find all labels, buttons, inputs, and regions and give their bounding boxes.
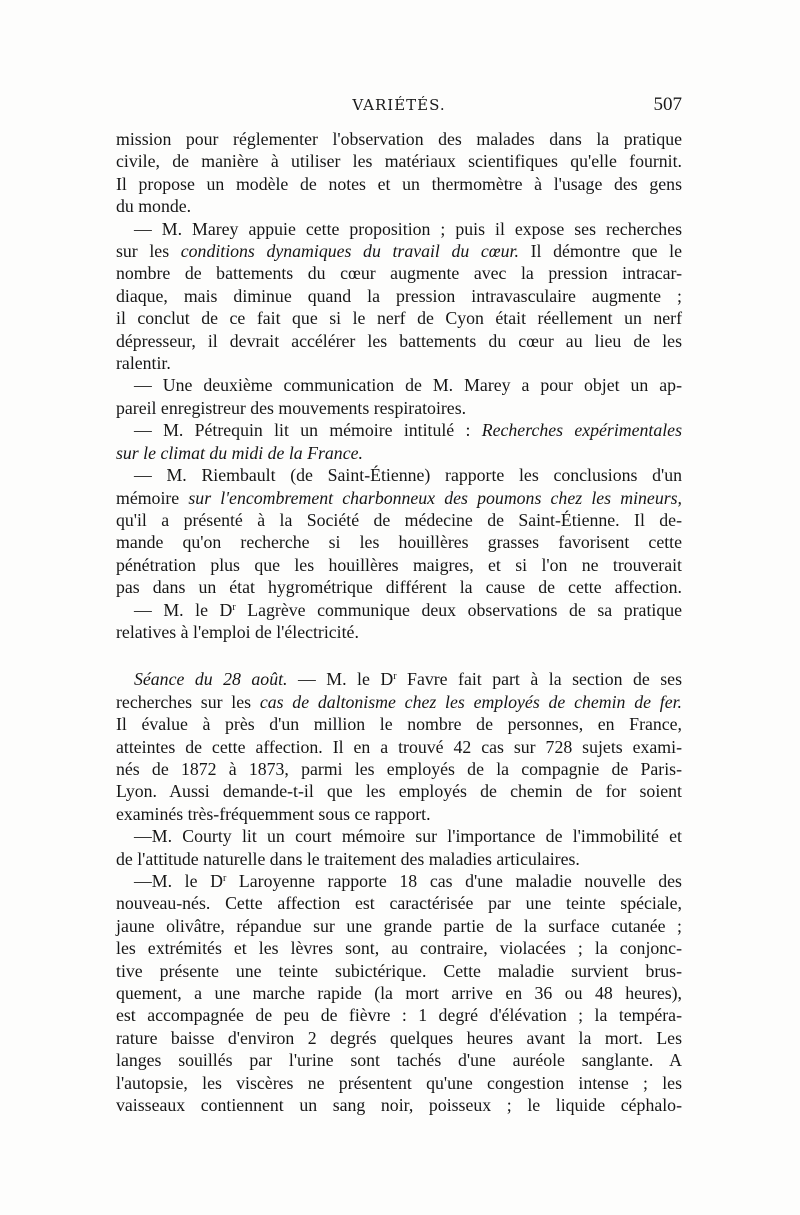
page-number: 507 [653, 94, 682, 115]
text-fragment: Lagrève communique deux observations de sa pratique [235, 599, 683, 620]
text-line: de l'attitude naturelle dans le traitement des maladies articulaires. [116, 848, 580, 869]
superscript: r [232, 601, 236, 613]
text-line: —M. Courty lit un court mémoire sur l'importance de l'immobilité et [134, 826, 682, 847]
text-line: langes souillés par l'urine sont tachés d'une auréole sanglante. A [116, 1050, 682, 1071]
paragraph [116, 870, 682, 1116]
text-line: nombre de battements du cœur augmente avec la pression intracar- [116, 263, 682, 284]
text-line [116, 691, 682, 713]
paragraph [116, 419, 682, 464]
paragraph [116, 825, 682, 870]
session-heading: Séance du 28 août. [134, 669, 288, 690]
text-fragment: Favre fait part à la section de ses [396, 669, 682, 690]
text-fragment: — M. Pétrequin lit un mémoire intitulé : [134, 420, 471, 441]
text-line: vaisseaux contiennent un sang noir, poisseux ; le liquide céphalo- [116, 1095, 682, 1116]
text-line: est accompagnée de peu de fièvre : 1 degré d'élévation ; la tempéra- [116, 1005, 682, 1026]
text-line [116, 599, 682, 621]
page-header [116, 94, 682, 118]
text-line: diaque, mais diminue quand la pression intravasculaire augmente ; [116, 285, 682, 306]
text-line: les extrémités et les lèvres sont, au contraire, violacées ; la conjonc- [116, 938, 682, 959]
paragraph [116, 128, 682, 218]
italic-title: Recherches expérimentales [481, 420, 682, 441]
text-line: rature baisse d'environ 2 degrés quelques heures avant la mort. Les [116, 1027, 682, 1048]
text-line: pénétration plus que les houillères maigres, et si l'on ne trouverait [116, 554, 682, 575]
text-line: atteintes de cette affection. Il en a trouvé 42 cas sur 728 sujets exami- [116, 736, 682, 757]
text-line: du monde. [116, 196, 192, 217]
text-fragment: —M. le D [134, 871, 223, 891]
text-fragment: mémoire [116, 487, 180, 508]
text-line: Il propose un modèle de notes et un thermomètre à l'usage des gens [116, 173, 682, 194]
paragraph [116, 464, 682, 598]
text-fragment: recherches sur les [116, 691, 252, 712]
paragraph [116, 599, 682, 644]
text-line: nouveau-nés. Cette affection est caractérisée par une teinte spéciale, [116, 893, 682, 914]
section-gap [116, 643, 682, 668]
text-line [116, 487, 682, 509]
paragraph [116, 218, 682, 375]
text-fragment: Laroyenne rapporte 18 cas d'une maladie nouvelle des [226, 871, 682, 891]
text-line: — M. Riembault (de Saint-Étienne) rapporte les conclusions d'un [134, 465, 682, 486]
text-fragment: — M. le D [287, 669, 394, 690]
paragraph [116, 374, 682, 419]
text-line: — M. Marey appuie cette proposition ; puis il expose ses recherches [134, 218, 682, 239]
text-line: jaune olivâtre, répandue sur une grande partie de la surface cutanée ; [116, 915, 682, 936]
body-text [116, 128, 682, 1116]
text-line: — Une deuxième communication de M. Marey a pour objet un ap- [134, 375, 682, 396]
text-line [116, 442, 682, 464]
text-line: il conclut de ce fait que si le nerf de Cyon était réellement un nerf [116, 308, 682, 329]
text-line: dépresseur, il devrait accélérer les battements du cœur au lieu de les [116, 330, 682, 351]
italic-title: conditions dynamiques du travail du cœur. [180, 241, 519, 262]
text-line [116, 870, 682, 892]
superscript: r [393, 671, 397, 683]
text-line: quement, a une marche rapide (la mort arrive en 36 ou 48 heures), [116, 983, 682, 1004]
text-line: pas dans un état hygrométrique différent la cause de cette affection. [116, 577, 682, 598]
text-line: civile, de manière à utiliser les matériaux scientifiques qu'elle fournit. [116, 151, 682, 172]
text-line: Lyon. Aussi demande-t-il que les employés de chemin de for soient [116, 781, 682, 802]
running-title: VARIÉTÉS. [352, 96, 446, 114]
text-line [116, 240, 682, 262]
text-line: examinés très-fréquemment sous ce rapport. [116, 803, 431, 824]
text-line: pareil enregistreur des mouvements respiratoires. [116, 397, 467, 418]
text-line: tive présente une teinte subictérique. Cette maladie survient brus- [116, 960, 682, 981]
superscript: r [222, 873, 227, 884]
text-line: relatives à l'emploi de l'électricité. [116, 621, 359, 642]
text-line: ralentir. [116, 353, 171, 374]
text-line: qu'il a présenté à la Société de médecine de Saint-Étienne. Il de- [116, 509, 682, 530]
text-line: Il évalue à près d'un million le nombre de personnes, en France, [116, 714, 682, 735]
text-line: mande qu'on recherche si les houillères grasses favorisent cette [116, 532, 682, 553]
text-fragment: — M. le D [134, 599, 233, 620]
text-line [116, 668, 682, 690]
text-line [116, 419, 682, 441]
text-line: nés de 1872 à 1873, parmi les employés de la compagnie de Paris- [116, 758, 682, 779]
italic-title: sur le climat du midi de la France. [116, 442, 363, 463]
text-fragment: sur les [116, 241, 170, 262]
paragraph [116, 668, 682, 825]
text-line: l'autopsie, les viscères ne présentent qu'une congestion intense ; les [116, 1072, 682, 1093]
text-fragment: Il démontre que le [530, 241, 682, 262]
italic-title: cas de daltonisme chez les employés de chemin de fer. [259, 691, 682, 712]
italic-title: sur l'encombrement charbonneux des poumons chez les mineurs, [188, 487, 682, 508]
text-line: mission pour réglementer l'observation des malades dans la pratique [116, 129, 682, 149]
